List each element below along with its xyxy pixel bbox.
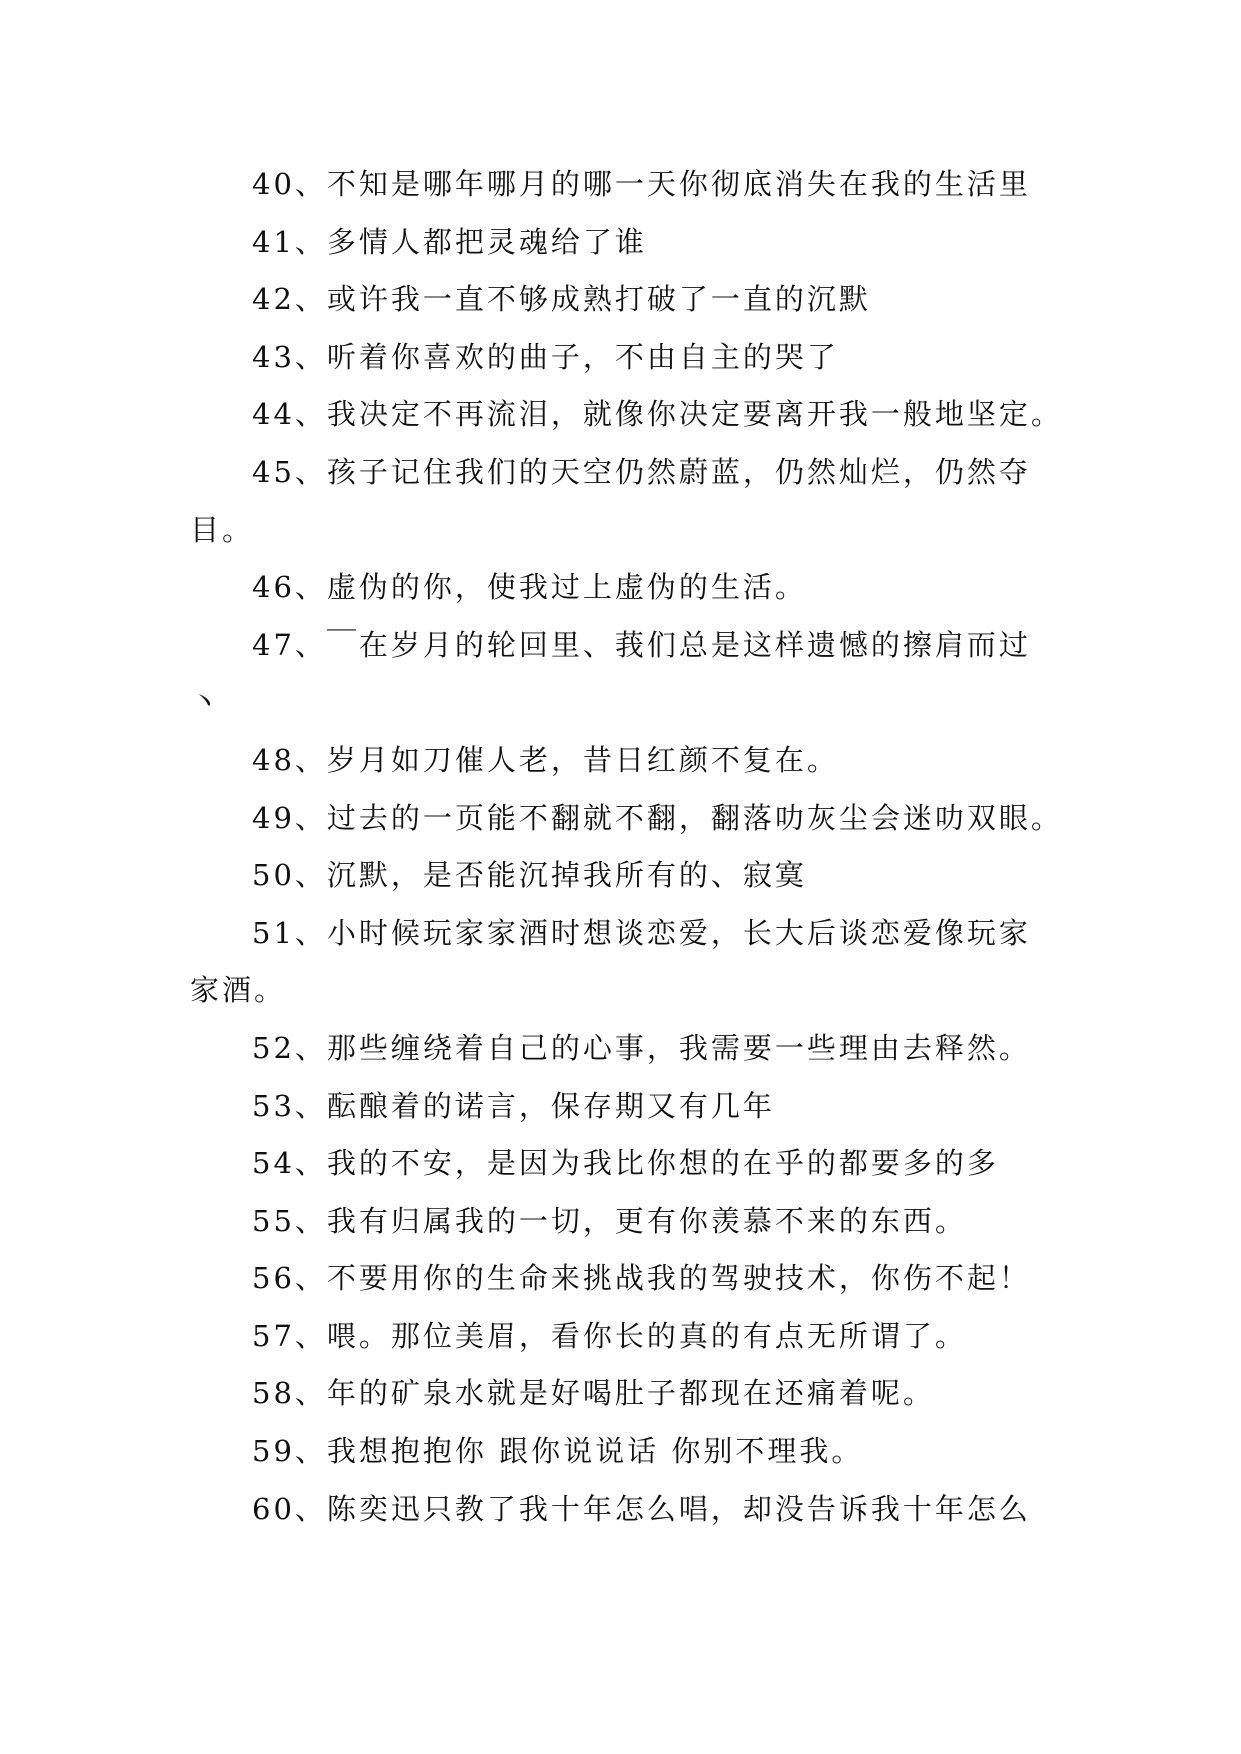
- text-line: 42、或许我一直不够成熟打破了一直的沉默: [252, 282, 871, 317]
- text-line: 41、多情人都把灵魂给了谁: [252, 224, 647, 259]
- text-line: 53、酝酿着的诺言，保存期又有几年: [252, 1088, 775, 1123]
- text-line: 50、沉默，是否能沉掉我所有的、寂寞: [252, 858, 807, 893]
- text-line: 60、陈奕迅只教了我十年怎么唱，却没告诉我十年怎么: [252, 1491, 1031, 1526]
- text-line: 52、那些缠绕着自己的心事，我需要一些理由去释然。: [252, 1030, 1031, 1065]
- text-line: 家酒。: [190, 973, 287, 1008]
- text-line: 40、不知是哪年哪月的哪一天你彻底消失在我的生活里: [252, 167, 1031, 201]
- text-line: 目。: [190, 512, 255, 547]
- text-line: 51、小时候玩家家酒时想谈恋爱，长大后谈恋爱像玩家: [252, 915, 1031, 950]
- text-line: 丶: [190, 685, 223, 720]
- text-line: 49、过去的一页能不翻就不翻，翻落叻灰尘会迷叻双眼。: [252, 800, 1063, 835]
- text-line: 58、年的矿泉水就是好喝肚子都现在还痛着呢。: [252, 1376, 935, 1411]
- text-line: 48、岁月如刀催人老，昔日红颜不复在。: [252, 742, 839, 777]
- text-line: 56、不要用你的生命来挑战我的驾驶技术，你伤不起！: [252, 1261, 1031, 1296]
- text-line: 43、听着你喜欢的曲子，不由自主的哭了: [252, 339, 839, 374]
- text-line: 47、￣在岁月的轮回里、莪们总是这样遗憾的擦肩而过: [252, 627, 1031, 662]
- text-line: 57、喂。那位美眉，看你长的真的有点无所谓了。: [252, 1318, 967, 1353]
- text-line: 55、我有归属我的一切，更有你羡慕不来的东西。: [252, 1203, 967, 1238]
- text-line: 44、我决定不再流泪，就像你决定要离开我一般地坚定。: [252, 397, 1063, 432]
- text-line: 45、孩子记住我们的天空仍然蔚蓝，仍然灿烂，仍然夺: [252, 454, 1031, 489]
- text-line: 54、我的不安，是因为我比你想的在乎的都要多的多: [252, 1146, 999, 1181]
- text-body: [190, 156, 1063, 1538]
- text-line: 46、虚伪的你，使我过上虚伪的生活。: [252, 570, 807, 605]
- text-line: 59、我想抱抱你 跟你说说话 你别不理我。: [252, 1434, 864, 1469]
